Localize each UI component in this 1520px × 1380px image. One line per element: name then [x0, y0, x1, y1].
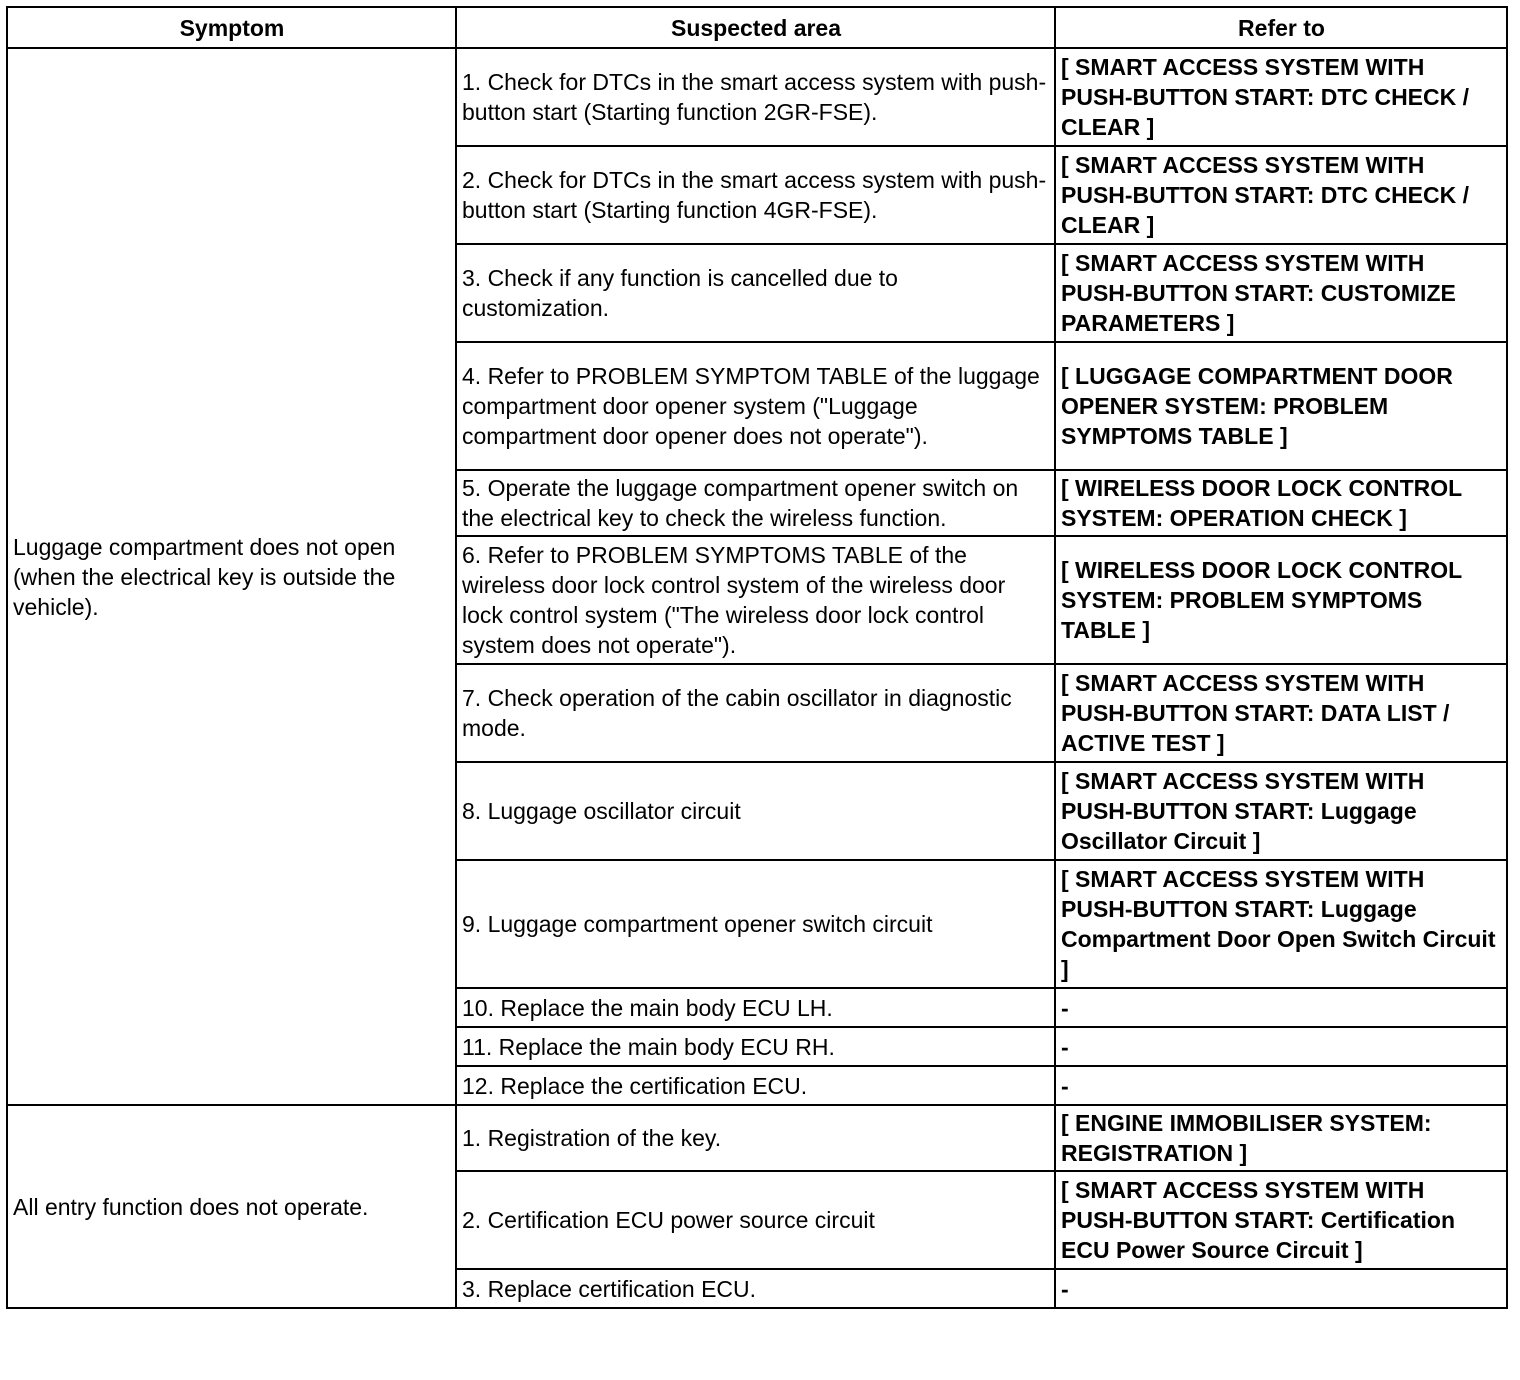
suspected-area-cell: 8. Luggage oscillator circuit	[456, 762, 1055, 860]
suspected-area-cell: 1. Check for DTCs in the smart access system with push-button start (Starting function 2GR-FSE).	[456, 48, 1055, 146]
refer-to-cell: [ SMART ACCESS SYSTEM WITH PUSH-BUTTON START: DATA LIST / ACTIVE TEST ]	[1055, 664, 1507, 762]
suspected-area-cell: 1. Registration of the key.	[456, 1105, 1055, 1171]
suspected-area-cell: 2. Certification ECU power source circuit	[456, 1171, 1055, 1269]
symptom-cell: Luggage compartment does not open (when the electrical key is outside the vehicle).	[7, 48, 456, 1105]
refer-to-cell: [ SMART ACCESS SYSTEM WITH PUSH-BUTTON START: Luggage Compartment Door Open Switch Circuit ]	[1055, 860, 1507, 988]
problem-symptoms-table-container	[6, 6, 1508, 1309]
suspected-area-cell: 5. Operate the luggage compartment opener switch on the electrical key to check the wireless function.	[456, 470, 1055, 536]
suspected-area-cell: 2. Check for DTCs in the smart access system with push-button start (Starting function 4GR-FSE).	[456, 146, 1055, 244]
suspected-area-cell: 3. Replace certification ECU.	[456, 1269, 1055, 1308]
refer-to-cell: [ ENGINE IMMOBILISER SYSTEM: REGISTRATION ]	[1055, 1105, 1507, 1171]
problem-symptoms-table	[6, 6, 1508, 1309]
refer-to-cell: [ SMART ACCESS SYSTEM WITH PUSH-BUTTON START: DTC CHECK / CLEAR ]	[1055, 146, 1507, 244]
refer-to-cell: [ SMART ACCESS SYSTEM WITH PUSH-BUTTON START: Certification ECU Power Source Circuit ]	[1055, 1171, 1507, 1269]
suspected-area-cell: 3. Check if any function is cancelled due to customization.	[456, 244, 1055, 342]
table-header-row	[7, 7, 1507, 48]
refer-to-cell: -	[1055, 1066, 1507, 1105]
table-row	[7, 1105, 1507, 1171]
suspected-area-cell: 12. Replace the certification ECU.	[456, 1066, 1055, 1105]
suspected-area-cell: 6. Refer to PROBLEM SYMPTOMS TABLE of the wireless door lock control system of the wireless door lock control system ("The wireless door lock control system does not operate").	[456, 536, 1055, 664]
header-symptom: Symptom	[7, 7, 456, 48]
refer-to-cell: [ SMART ACCESS SYSTEM WITH PUSH-BUTTON START: DTC CHECK / CLEAR ]	[1055, 48, 1507, 146]
suspected-area-cell: 11. Replace the main body ECU RH.	[456, 1027, 1055, 1066]
suspected-area-cell: 9. Luggage compartment opener switch circuit	[456, 860, 1055, 988]
refer-to-cell: -	[1055, 988, 1507, 1027]
suspected-area-cell: 4. Refer to PROBLEM SYMPTOM TABLE of the luggage compartment door opener system ("Luggage compartment door opener does not operate").	[456, 342, 1055, 470]
table-row	[7, 48, 1507, 146]
refer-to-cell: -	[1055, 1027, 1507, 1066]
suspected-area-cell: 10. Replace the main body ECU LH.	[456, 988, 1055, 1027]
refer-to-cell: -	[1055, 1269, 1507, 1308]
refer-to-cell: [ SMART ACCESS SYSTEM WITH PUSH-BUTTON START: Luggage Oscillator Circuit ]	[1055, 762, 1507, 860]
symptom-cell: All entry function does not operate.	[7, 1105, 456, 1308]
refer-to-cell: [ WIRELESS DOOR LOCK CONTROL SYSTEM: PROBLEM SYMPTOMS TABLE ]	[1055, 536, 1507, 664]
refer-to-cell: [ SMART ACCESS SYSTEM WITH PUSH-BUTTON START: CUSTOMIZE PARAMETERS ]	[1055, 244, 1507, 342]
header-suspected-area: Suspected area	[456, 7, 1055, 48]
refer-to-cell: [ LUGGAGE COMPARTMENT DOOR OPENER SYSTEM: PROBLEM SYMPTOMS TABLE ]	[1055, 342, 1507, 470]
header-refer-to: Refer to	[1055, 7, 1507, 48]
suspected-area-cell: 7. Check operation of the cabin oscillator in diagnostic mode.	[456, 664, 1055, 762]
refer-to-cell: [ WIRELESS DOOR LOCK CONTROL SYSTEM: OPERATION CHECK ]	[1055, 470, 1507, 536]
